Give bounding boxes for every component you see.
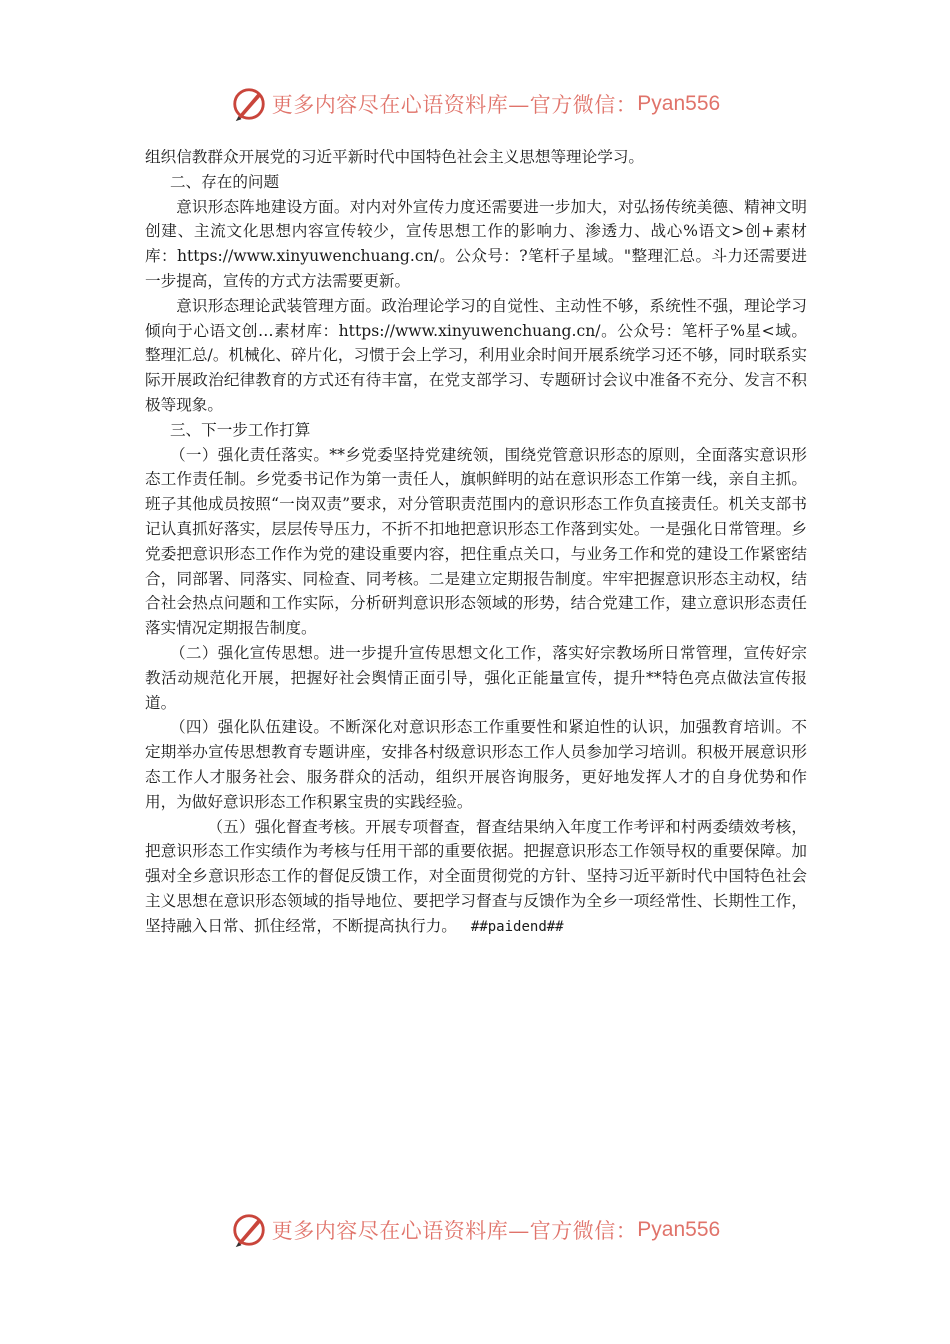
banner-wechat: Pyan556 xyxy=(637,1218,721,1241)
paragraph: （一）强化责任落实。**乡党委坚持党建统领，围绕党管意识形态的原则，全面落实意识形态工作责任制。乡党委书记作为第一责任人，旗帜鲜明的站在意识形态工作第一线，亲自主抓。班子其他成员按照“一岗双责”要求，对分管职责范围内的意识形态工作负直接责任。机关支部书记认真抓好落实，层层传导压力，不折不扣地把意识形态工作落到实处。一是强化日常管理。乡党委把意识形态工作作为党的建设重要内容，把住重点关口，与业务工作和党的建设工作紧密结合，同部署、同落实、同检查、同考核。二是建立定期报告制度。牢牢把握意识形态主动权，结合社会热点问题和工作实际，分析研判意识形态领域的形势，结合党建工作，建立意识形态责任落实情况定期报告制度。 xyxy=(145,445,807,638)
paragraph-text: （五）强化督查考核。开展专项督查，督查结果纳入年度工作考评和村两委绩效考核，把意识形态工作实绩作为考核与任用干部的重要依据。把握意识形态工作领导权的重要保障。加强对全乡意识形态工作的督促反馈工作，对全面贯彻党的方针、坚持习近平新时代中国特色社会主义思想在意识形态领域的指导地位、要把学习督查与反馈作为全乡一项经常性、长期性工作，坚持融入日常、抓住经常，不断提高执行力。 xyxy=(145,817,807,935)
footer-watermark xyxy=(0,1210,950,1250)
pen-logo-icon xyxy=(230,1211,268,1249)
paragraph: 意识形态阵地建设方面。对内对外宣传力度还需要进一步加大，对弘扬传统美德、精神文明创建、主流文化思想内容宣传较少，宣传思想工作的影响力、渗透力、战心%语文>创+素材库：https://www.xinyuwenchuang.cn/。公众号：?笔杆子星域。"整理汇总。斗力还需要进一步提高，宣传的方式方法需要更新。 xyxy=(145,197,807,290)
section-heading: 三、下一步工作打算 xyxy=(169,420,311,439)
paragraph: 组织信教群众开展党的习近平新时代中国特色社会主义思想等理论学习。 xyxy=(145,148,645,166)
banner-wechat: Pyan556 xyxy=(637,92,721,115)
document-body xyxy=(145,145,807,940)
paragraph: （四）强化队伍建设。不断深化对意识形态工作重要性和紧迫性的认识，加强教育培训。不定期举办宣传思想教育专题讲座，安排各村级意识形态工作人员参加学习培训。积极开展意识形态工作人才服务社会、服务群众的活动，组织开展咨询服务，更好地发挥人才的自身优势和作用，为做好意识形态工作积累宝贵的实践经验。 xyxy=(145,718,807,811)
header-watermark xyxy=(0,84,950,124)
pen-logo-icon xyxy=(230,85,268,123)
banner-text: 更多内容尽在心语资料库—官方微信： xyxy=(271,93,638,117)
paid-end-marker: ##paidend## xyxy=(470,918,564,935)
paragraph: 意识形态理论武装管理方面。政治理论学习的自觉性、主动性不够，系统性不强，理论学习倾向于心语文创…素材库：https://www.xinyuwenchuang.cn/。公众号：笔杆子%星<域。整理汇总/。机械化、碎片化，习惯于会上学习，利用业余时间开展系统学习还不够，同时联系实际开展政治纪律教育的方式还有待丰富，在党支部学习、专题研讨会议中准备不充分、发言不积极等现象。 xyxy=(145,296,807,414)
paragraph xyxy=(145,815,807,940)
paragraph: （二）强化宣传思想。进一步提升宣传思想文化工作，落实好宗教场所日常管理，宣传好宗教活动规范化开展，把握好社会舆情正面引导，强化正能量宣传，提升**特色亮点做法宣传报道。 xyxy=(145,643,807,712)
section-heading: 二、存在的问题 xyxy=(169,172,280,191)
banner-text: 更多内容尽在心语资料库—官方微信： xyxy=(271,1219,638,1243)
